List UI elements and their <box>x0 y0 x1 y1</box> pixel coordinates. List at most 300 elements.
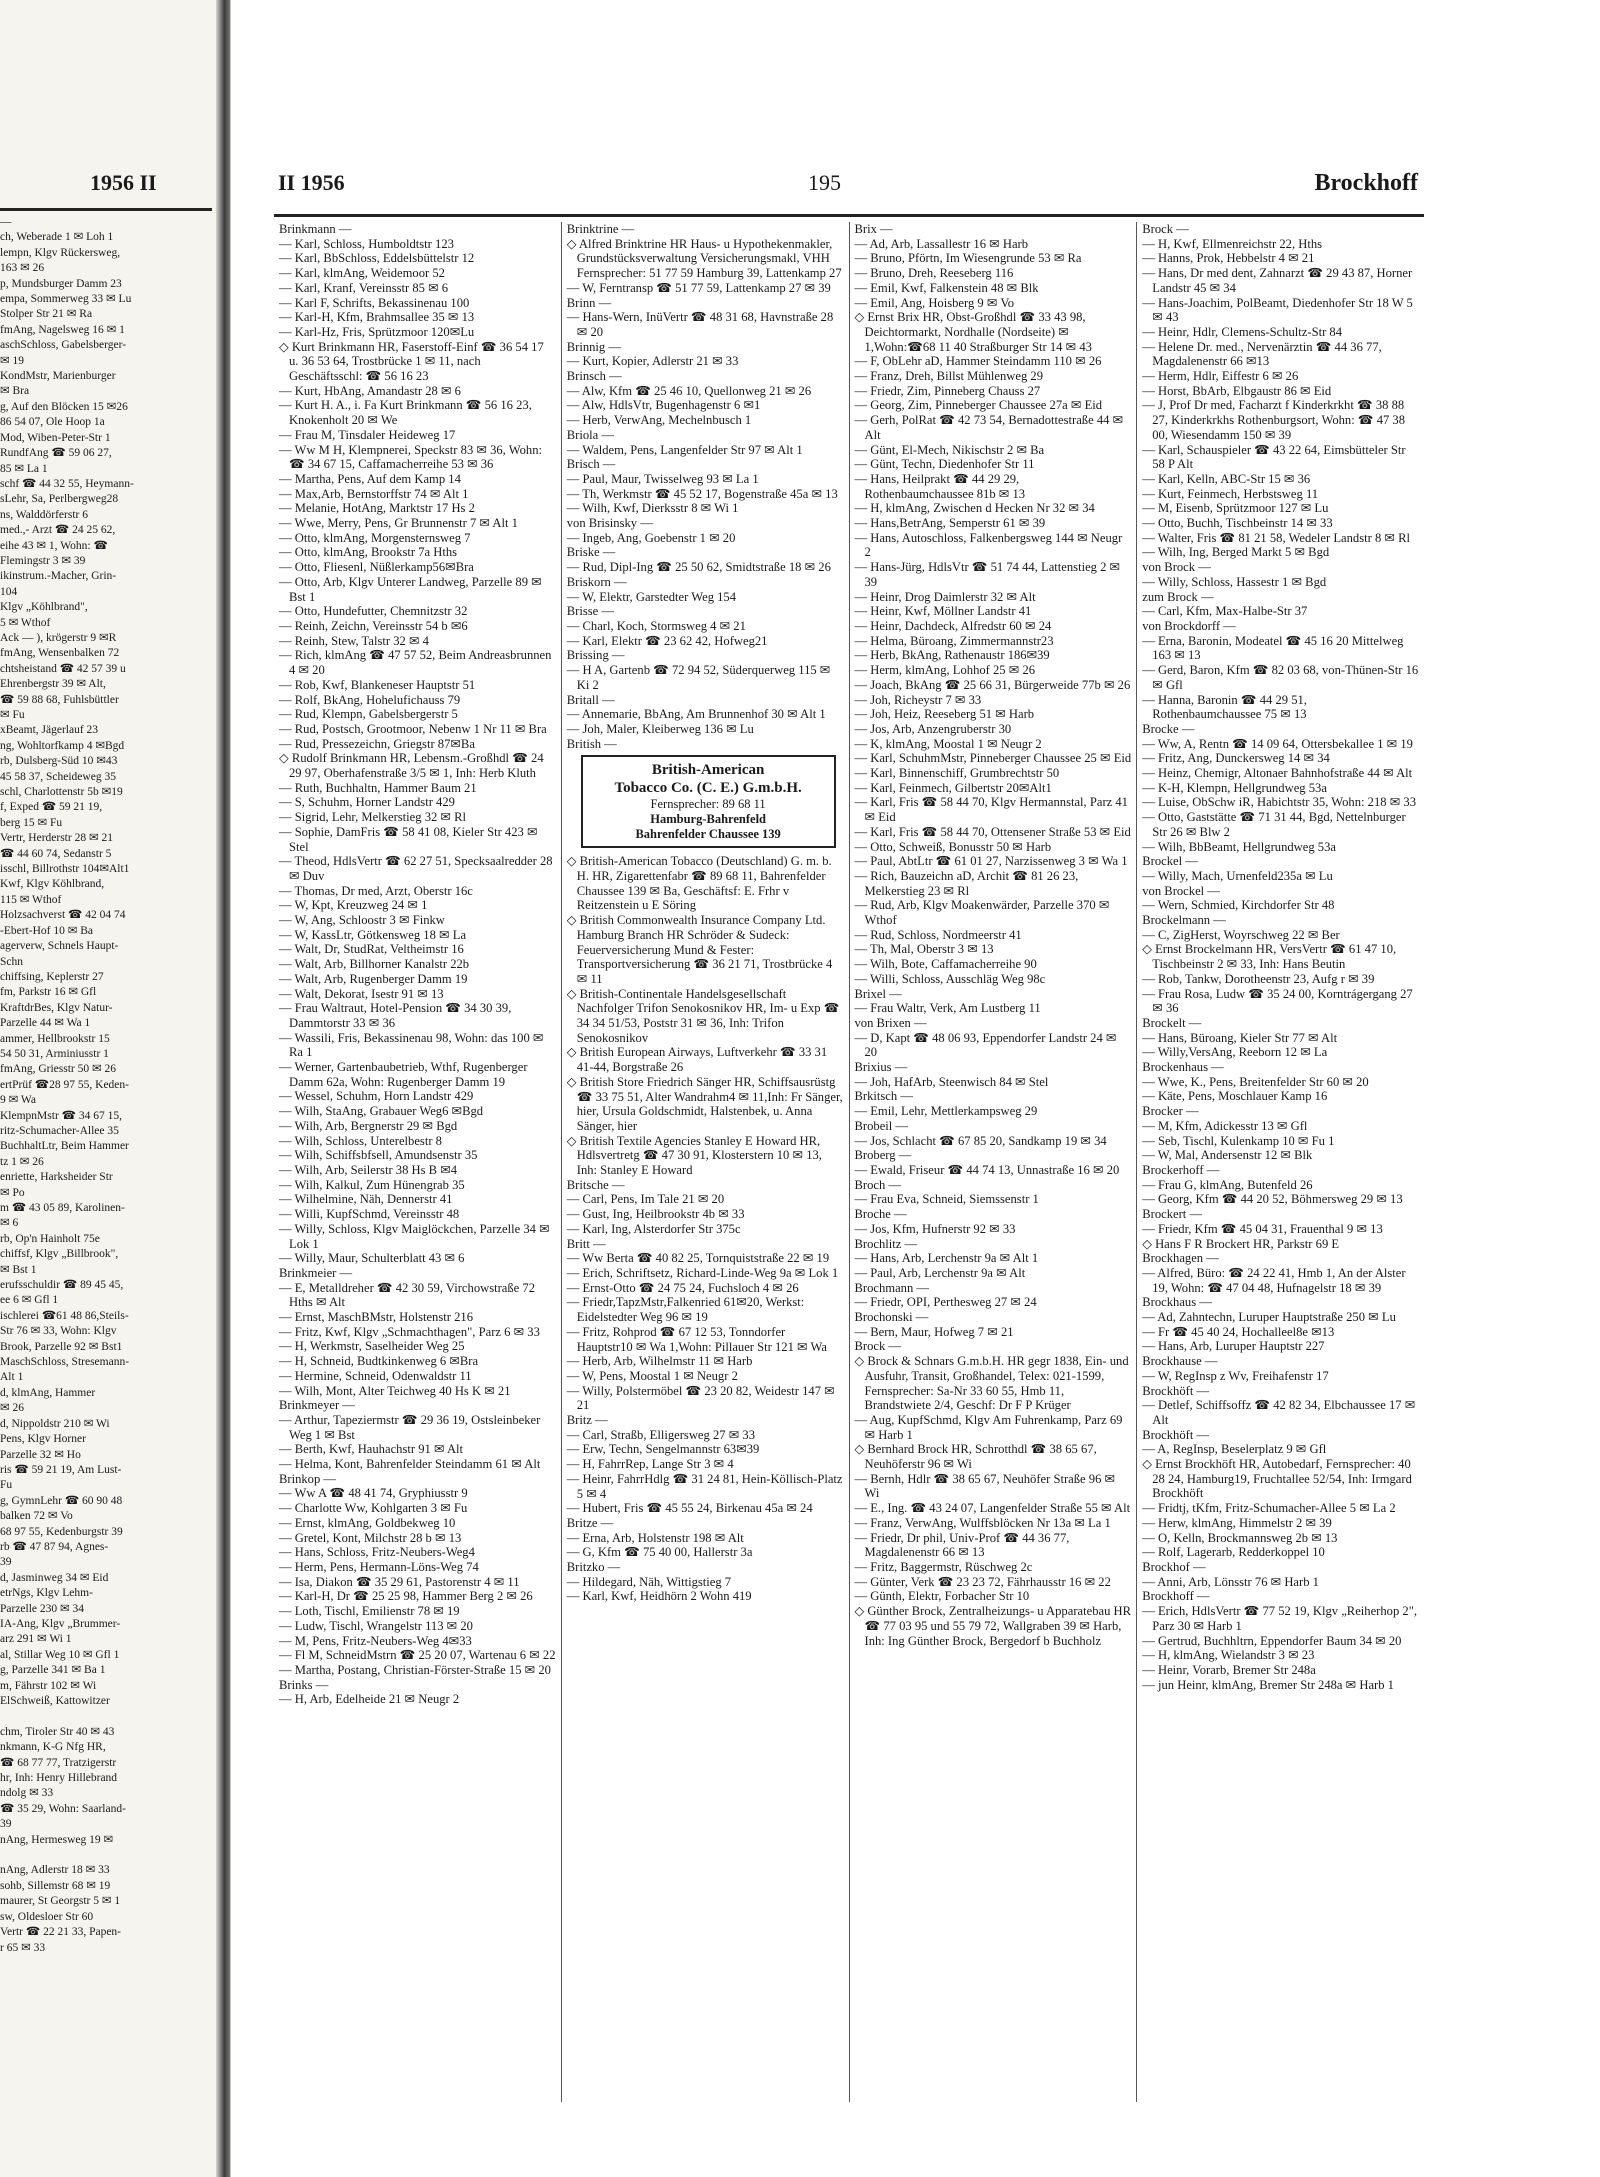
directory-entry: — Ww A ☎ 48 41 74, Gryphiusstr 9 <box>279 1486 468 1501</box>
left-page-line: agerverw, Schnels Haupt- <box>0 940 119 953</box>
surname-heading: Brochlitz — <box>854 1236 918 1251</box>
left-page-line: Schn <box>0 955 23 968</box>
directory-entry: — Hans-Wern, InüVertr ☎ 48 31 68, Havnstraße 28 ✉ 20 <box>566 310 834 339</box>
left-page-line: Fu <box>0 1479 13 1492</box>
directory-entry: — Kurt, Feinmech, Herbstsweg 11 <box>1142 486 1319 501</box>
surname-heading: Brinkop — <box>279 1471 337 1486</box>
directory-entry: — Thomas, Dr med, Arzt, Oberstr 16c <box>279 883 473 898</box>
directory-entry: — Otto, klmAng, Morgensternsweg 7 <box>279 530 471 545</box>
directory-entry: — Georg, Kfm ☎ 44 20 52, Böhmersweg 29 ✉ 13 <box>1142 1192 1403 1207</box>
directory-entry: — Heinr, Drog Daimlerstr 32 ✉ Alt <box>854 589 1036 604</box>
directory-entry: — Martha, Pens, Auf dem Kamp 14 <box>279 471 461 486</box>
surname-heading: Brochonski — <box>854 1310 929 1325</box>
directory-entry: — Wilh, BbBeamt, Hellgrundweg 53a <box>1142 839 1336 854</box>
surname-heading: Brix — <box>854 222 893 236</box>
directory-entry: — Paul, Maur, Twisselweg 93 ✉ La 1 <box>566 471 759 486</box>
directory-entry: — Loth, Tischl, Emilienstr 78 ✉ 19 <box>279 1604 460 1619</box>
left-page-line: r 65 ✉ 33 <box>0 1941 46 1954</box>
directory-entry: — Gerh, PolRat ☎ 42 73 54, Bernadottestraße 44 ✉ Alt <box>854 413 1124 442</box>
directory-entry: — Otto, Schweiß, Bonusstr 50 ✉ Harb <box>854 839 1052 854</box>
surname-heading: Britz — <box>566 1413 608 1428</box>
directory-entry: — Friedr, OPI, Perthesweg 27 ✉ 24 <box>854 1295 1037 1310</box>
left-page-line: 85 ✉ La 1 <box>0 462 48 475</box>
directory-entry: — Wilh, Kwf, Dierksstr 8 ✉ Wi 1 <box>566 501 739 516</box>
directory-entry: — O, Kelln, Brockmannsweg 2b ✉ 13 <box>1142 1530 1338 1545</box>
left-page-line: 5 ✉ Wthof <box>0 616 51 629</box>
surname-heading: zum Brock — <box>1142 589 1214 604</box>
directory-entry: — H, klmAng, Wielandstr 3 ✉ 23 <box>1142 1648 1315 1663</box>
left-page-line: ✉ Bra <box>0 385 30 398</box>
directory-entry: — M, Pens, Fritz-Neubers-Weg 4✉33 <box>279 1633 472 1648</box>
directory-entry: — Herb, Arb, Wilhelmstr 11 ✉ Harb <box>566 1354 753 1369</box>
directory-entry: — Th, Werkmstr ☎ 45 52 17, Bogenstraße 45a ✉ 13 <box>566 486 838 501</box>
directory-entry: — Erw, Techn, Sengelmannstr 63✉39 <box>566 1442 760 1457</box>
directory-entry: — Martha, Postang, Christian-Förster-Straße 15 ✉ 20 <box>279 1662 551 1677</box>
surname-heading: Brinkmann — <box>279 222 352 236</box>
left-page-line: empa, Sommerweg 33 ✉ Lu <box>0 293 132 306</box>
directory-entry-featured: ◇ British Commonwealth Insurance Company Ltd. Hamburg Branch HR Schröder & Sudeck: Feuerversicherung Mund & Fester: Transportversicherung ☎ 36 21 71, Trostbrücke 4 ✉ 11 <box>566 913 833 986</box>
directory-entry: — Wessel, Schuhm, Horn Landstr 429 <box>279 1089 474 1104</box>
directory-entry: — Rud, Pressezeichn, Griegstr 87✉Ba <box>279 736 475 751</box>
left-page-line: Ack — ), krögerstr 9 ✉R <box>0 631 117 644</box>
ad-address: Bahrenfelder Chaussee 139 <box>635 827 781 842</box>
left-page-line: BuchhaltLtr, Beim Hammer <box>0 1140 129 1153</box>
directory-entry: — Ernst, klmAng, Goldbekweg 10 <box>279 1515 456 1530</box>
ad-phone: Fernsprecher: 89 68 11 <box>650 797 766 812</box>
directory-entry: — Heinr, FahrrHdlg ☎ 31 24 81, Hein-Köllisch-Platz 5 ✉ 4 <box>566 1471 843 1501</box>
surname-heading: Brobeil — <box>854 1118 909 1133</box>
directory-entry: — Willi, Schloss, Ausschläg Weg 98c <box>854 971 1046 986</box>
directory-entry: — Erich, Schriftsetz, Richard-Linde-Weg 9a ✉ Lok 1 <box>566 1266 839 1280</box>
left-page-line: 163 ✉ 26 <box>0 262 45 275</box>
left-page-line: ☎ 68 77 77, Tratzigerstr <box>0 1756 117 1769</box>
directory-entry: — Hermine, Schneid, Odenwaldstr 11 <box>279 1368 472 1383</box>
directory-entry-featured: ◇ Brock & Schnars G.m.b.H. HR gegr 1838, Ein- und Ausfuhr, Transit, Großhandel, Telex: 021-1599, Fernsprecher: Sa-Nr 33 60 55, Hmb 11, Brandstwiete 2/4, Geschf: Dr F P Krüger <box>854 1354 1129 1413</box>
left-page-line: hr, Inh: Henry Hillebrand <box>0 1772 118 1785</box>
directory-column-3 <box>850 222 1138 2102</box>
left-page-line: rb ☎ 47 87 94, Agnes- <box>0 1540 109 1553</box>
left-page-line: ✉ Po <box>0 1186 25 1199</box>
left-page-line: ✉ Fu <box>0 709 25 721</box>
directory-entry: — H, Kwf, Ellmenreichstr 22, Hths <box>1142 236 1323 251</box>
directory-entry: — H, Arb, Edelheide 21 ✉ Neugr 2 <box>279 1692 460 1707</box>
directory-entry: — Otto, Fliesenl, Nüßlerkamp56✉Bra <box>279 560 474 575</box>
left-page-line: d, Nippoldstr 210 ✉ Wi <box>0 1417 110 1430</box>
directory-entry: — Rich, Bauzeichn aD, Archit ☎ 81 26 23, Melkerstieg 23 ✉ Rl <box>854 868 1079 898</box>
left-page-line: sLehr, Sa, Perlbergweg28 <box>0 493 119 506</box>
directory-entry: — Wern, Schmied, Kirchdorfer Str 48 <box>1142 898 1335 913</box>
directory-entry: — Isa, Diakon ☎ 35 29 61, Pastorenstr 4 ✉ 11 <box>279 1574 520 1589</box>
surname-heading: Briskorn — <box>566 574 627 589</box>
directory-entry: — Willy, Mach, Urnenfeld235a ✉ Lu <box>1142 868 1333 883</box>
directory-entry: — Karl, Schauspieler ☎ 43 22 64, Eimsbütteler Str 58 P Alt <box>1142 442 1406 472</box>
directory-entry: — Fritz, Ang, Dunckersweg 14 ✉ 34 <box>1142 751 1330 766</box>
directory-entry: — D, Kapt ☎ 48 06 93, Eppendorfer Landstr 24 ✉ 20 <box>854 1030 1117 1060</box>
directory-entry: — Karl-H, Dr ☎ 25 25 98, Hammer Berg 2 ✉ 26 <box>279 1589 533 1604</box>
directory-entry: — Franz, VerwAng, Wulffsblöcken Nr 13a ✉ La 1 <box>854 1515 1111 1530</box>
directory-entry: — Wilh, Schiffsbfsell, Amundsenstr 35 <box>279 1148 478 1163</box>
surname-heading: Broche — <box>854 1207 907 1222</box>
directory-entry: — Rolf, BkAng, Hohelufichauss 79 <box>279 692 461 707</box>
directory-entry: — Detlef, Schiffsoffz ☎ 42 82 34, Elbchaussee 17 ✉ Alt <box>1142 1398 1416 1427</box>
directory-entry: — Rud, Schloss, Nordmeerstr 41 <box>854 927 1022 942</box>
directory-entry: — Wilh, Ing, Berged Markt 5 ✉ Bgd <box>1142 545 1330 560</box>
directory-entry: — Paul, Arb, Lerchenstr 9a ✉ Alt <box>854 1265 1026 1280</box>
directory-entry: — Rud, Klempn, Gabelsbergerstr 5 <box>279 707 458 722</box>
directory-entry: — Th, Mal, Oberstr 3 ✉ 13 <box>854 942 994 957</box>
directory-entry-featured: ◇ Bernhard Brock HR, Schrotthdl ☎ 38 65 67, Neuhöferstr 96 ✉ Wi <box>854 1442 1097 1472</box>
surname-heading: Brockelt — <box>1142 1015 1202 1030</box>
surname-heading: Brinks — <box>279 1677 329 1692</box>
directory-entry: — J, Prof Dr med, Facharzt f Kinderkrkht ☎ 38 88 27, Kinderkrkhs Rothenburgsort, Wohn: ☎ 47 38 00, Wiesendamm 150 ✉ 39 <box>1142 398 1406 442</box>
left-page-line: Vertr ☎ 22 21 33, Papen- <box>0 1926 121 1939</box>
surname-heading: Brinnig — <box>566 339 621 354</box>
left-page-line: chiffsf, Klgv „Billbrook", <box>0 1248 119 1261</box>
left-page-line: chiffsing, Keplerstr 27 <box>0 970 104 983</box>
directory-column-1 <box>274 222 562 2102</box>
directory-entry: — Ernst-Otto ☎ 24 75 24, Fuchsloch 4 ✉ 26 <box>566 1280 799 1295</box>
left-page-line: d, klmAng, Hammer <box>0 1386 96 1399</box>
directory-entry: — Hans, Schloss, Fritz-Neubers-Weg4 <box>279 1545 475 1560</box>
left-page-line: 86 54 07, Ole Hoop 1a <box>0 416 105 429</box>
directory-entry: — W, KassLtr, Götkensweg 18 ✉ La <box>279 927 467 942</box>
directory-entry: — Arthur, Tapeziermstr ☎ 29 36 19, Ostsleinbeker Weg 1 ✉ Bst <box>279 1412 541 1442</box>
left-page-line: 54 50 31, Arminiusstr 1 <box>0 1047 109 1060</box>
directory-entry: — A, RegInsp, Beselerplatz 9 ✉ Gfl <box>1142 1442 1327 1457</box>
directory-entry: — Hubert, Fris ☎ 45 55 24, Birkenau 45a ✉ 24 <box>566 1501 813 1516</box>
directory-entry-featured: ◇ Ernst Brockelmann HR, VersVertr ☎ 61 47 10, Tischbeinstr 2 ✉ 33, Inh: Hans Beutin <box>1142 942 1397 972</box>
left-page-line: 104 <box>0 585 18 598</box>
left-page-line: ☎ 59 88 68, Fuhlsbüttler <box>0 693 119 706</box>
surname-heading: Broch — <box>854 1177 902 1192</box>
left-page-line: xBeamt, Jägerlauf 23 <box>0 724 99 737</box>
directory-entry: — Joh, Heiz, Reeseberg 51 ✉ Harb <box>854 707 1035 722</box>
directory-entry: — Gust, Ing, Heilbrookstr 4b ✉ 33 <box>566 1207 745 1222</box>
left-page-line: isschl, Billrothstr 104✉Alt1 <box>0 863 130 876</box>
directory-entry: — Carl, Kfm, Max-Halbe-Str 37 <box>1142 604 1308 619</box>
directory-entry: — Hans, Arb, Luruper Hauptstr 227 <box>1142 1339 1325 1354</box>
directory-entry: — Walt, Arb, Billhorner Kanalstr 22b <box>279 957 470 972</box>
directory-entry: — Gretel, Kont, Milchstr 28 b ✉ 13 <box>279 1530 462 1545</box>
left-page-line: g, GymnLehr ☎ 60 90 48 <box>0 1494 123 1507</box>
left-page-line: ndolg ✉ 33 <box>0 1787 54 1800</box>
directory-entry: — Günth, Elektr, Forbacher Str 10 <box>854 1589 1030 1604</box>
left-page-line: m ☎ 43 05 89, Karolinen- <box>0 1202 125 1214</box>
left-page-line: Parzelle 32 ✉ Ho <box>0 1448 81 1461</box>
directory-entry-featured: ◇ Rudolf Brinkmann HR, Lebensm.-Großhdl ☎ 24 29 97, Oberhafenstraße 3/5 ✉ 1, Inh: Herb Kluth <box>279 751 544 781</box>
left-page-line: -Ebert-Hof 10 ✉ Ba <box>0 924 93 937</box>
directory-entry: — Karl-Hz, Fris, Sprützmoor 120✉Lu <box>279 324 475 339</box>
directory-entry: — Erna, Baronin, Modeatel ☎ 45 16 20 Mittelweg 163 ✉ 13 <box>1142 633 1404 663</box>
directory-entry: — Heinr, Dachdeck, Alfredstr 60 ✉ 24 <box>854 618 1052 633</box>
left-page-line: med.,- Arzt ☎ 24 25 62, <box>0 524 116 537</box>
directory-entry: — W, Pens, Moostal 1 ✉ Neugr 2 <box>566 1368 738 1383</box>
left-page-line: Ehrenbergstr 39 ✉ Alt, <box>0 678 106 691</box>
directory-entry: — Joh, HafArb, Steenwisch 84 ✉ Stel <box>854 1074 1049 1089</box>
directory-entry: — Karl, klmAng, Weidemoor 52 <box>279 266 445 281</box>
directory-entry: — H, Werkmstr, Saselheider Weg 25 <box>279 1339 465 1354</box>
directory-entry: — Karl, Fris ☎ 58 44 70, Klgv Hermannstal, Parz 41 ✉ Eid <box>854 795 1128 825</box>
directory-entry: — Willy, Schloss, Klgv Maiglöckchen, Parzelle 34 ✉ Lok 1 <box>279 1221 550 1251</box>
directory-entry: — Otto, Gaststätte ☎ 71 31 44, Bgd, Nettelnburger Str 26 ✉ Blw 2 <box>1142 810 1406 839</box>
directory-entry: — Ad, Arb, Lassallestr 16 ✉ Harb <box>854 236 1029 251</box>
directory-entry: — Carl, Pens, Im Tale 21 ✉ 20 <box>566 1192 725 1207</box>
directory-entry: — Ww, A, Rentn ☎ 14 09 64, Ottersbekallee 1 ✉ 19 <box>1142 736 1413 751</box>
directory-entry: — Hanns, Prok, Hebbelstr 4 ✉ 21 <box>1142 251 1315 266</box>
surname-heading: Brinkmeier — <box>279 1265 353 1280</box>
directory-entry: — Frau Waltr, Verk, Am Lustberg 11 <box>854 1001 1041 1016</box>
directory-entry-featured: ◇ Günther Brock, Zentralheizungs- u Apparatebau HR ☎ 77 03 95 und 55 79 72, Wallgraben 39 ✉ Harb, Inh: Ing Günther Brock, Bergedorf b Buchholz <box>854 1604 1132 1648</box>
left-page-line: ✉ 6 <box>0 1217 19 1230</box>
left-page-line: tz 1 ✉ 26 <box>0 1155 44 1168</box>
surname-heading: Brisse — <box>566 604 614 619</box>
surname-heading: Brocker — <box>1142 1104 1199 1119</box>
directory-entry: — Joach, BkAng ☎ 25 66 31, Bürgerweide 77b ✉ 26 <box>854 677 1131 692</box>
left-page-line: etrNgs, Klgv Lehm- <box>0 1587 93 1600</box>
directory-entry: — Herm, Pens, Hermann-Löns-Weg 74 <box>279 1559 479 1574</box>
left-page-line: Kwf, Klgv Köhlbrand, <box>0 878 105 891</box>
left-page-line: 68 97 55, Kedenburgstr 39 <box>0 1525 123 1538</box>
directory-entry: — Reinh, Zeichn, Vereinsstr 54 b ✉6 <box>279 618 468 633</box>
directory-entry: — Friedr, Kfm ☎ 45 04 31, Frauenthal 9 ✉ 13 <box>1142 1221 1383 1236</box>
left-page-line: fmAng, Wensenbalken 72 <box>0 647 120 660</box>
directory-entry: — W, Elektr, Garstedter Weg 154 <box>566 589 737 604</box>
directory-entry: — Ad, Zahntechn, Luruper Hauptstraße 250 ✉ Lu <box>1142 1310 1396 1325</box>
directory-entry-featured: ◇ Alfred Brinktrine HR Haus- u Hypothekenmakler, Grundstücksverwaltung Versicherungsmakl, VHH Fernsprecher: 51 77 59 Hamburg 39, Lattenkamp 27 <box>566 236 842 281</box>
left-page-line: ammer, Hellbrookstr 15 <box>0 1032 110 1045</box>
directory-entry: — Charlotte Ww, Kohlgarten 3 ✉ Fu <box>279 1501 468 1516</box>
directory-entry: — Karl, Kelln, ABC-Str 15 ✉ 36 <box>1142 471 1311 486</box>
directory-entry: — Willy, Schloss, Hassestr 1 ✉ Bgd <box>1142 574 1327 589</box>
directory-entry: — Sigrid, Lehr, Melkerstieg 32 ✉ Rl <box>279 810 467 825</box>
left-page-lines <box>0 215 205 1956</box>
directory-entry: — Karl, BbSchloss, Eddelsbüttelstr 12 <box>279 251 475 266</box>
directory-entry: — Fritz, Kwf, Klgv „Schmachthagen", Parz 6 ✉ 33 <box>279 1324 540 1339</box>
directory-entry: — Ingeb, Ang, Goebenstr 1 ✉ 20 <box>566 530 736 545</box>
left-page-line: RundfAng ☎ 59 06 27, <box>0 447 112 460</box>
directory-entry: — Bernh, Hdlr ☎ 38 65 67, Neuhöfer Straße 96 ✉ Wi <box>854 1471 1116 1501</box>
left-page-line: p, Mundsburger Damm 23 <box>0 277 122 290</box>
directory-entry: — Rud, Arb, Klgv Moakenwärder, Parzelle 370 ✉ Wthof <box>854 898 1110 928</box>
directory-entry: — Heinz, Chemigr, Altonaer Bahnhofstraße 44 ✉ Alt <box>1142 766 1413 781</box>
surname-heading: Briske — <box>566 545 616 560</box>
directory-entry: — Karl, Kwf, Heidhörn 2 Wohn 419 <box>566 1589 752 1604</box>
page-volume: II 1956 <box>278 170 345 195</box>
left-page-line: balken 72 ✉ Vo <box>0 1510 73 1523</box>
left-page-line: chtsheistand ☎ 42 57 39 u <box>0 662 126 675</box>
surname-heading: Brinktrine — <box>566 222 635 236</box>
directory-entry: — K-H, Klempn, Hellgrundweg 53a <box>1142 780 1327 795</box>
directory-entry: — Helene Dr. med., Nervenärztin ☎ 44 36 77, Magdalenenstr 66 ✉13 <box>1142 339 1382 369</box>
directory-entry-featured: ◇ British Textile Agencies Stanley E Howard HR, Hdlsvertretg ☎ 47 30 91, Klosterstern 10 ✉ 13, Inh: Stanley E Howard <box>566 1133 822 1178</box>
directory-entry: — Rich, klmAng ☎ 47 57 52, Beim Andreasbrunnen 4 ✉ 20 <box>279 648 552 678</box>
left-page-line: KondMstr, Marienburger <box>0 370 116 383</box>
directory-entry: — Käte, Pens, Moschlauer Kamp 16 <box>1142 1089 1328 1104</box>
left-page-line: 9 ✉ Wa <box>0 1094 36 1107</box>
directory-entry: — Georg, Zim, Pinneberger Chaussee 27a ✉ Eid <box>854 398 1103 413</box>
directory-entry: — Herm, Hdlr, Eiffestr 6 ✉ 26 <box>1142 369 1299 384</box>
left-page-line: KlempnMstr ☎ 34 67 15, <box>0 1109 122 1122</box>
surname-heading: Brockhof — <box>1142 1559 1206 1574</box>
left-page-line: MaschSchloss, Stresemann- <box>0 1356 130 1369</box>
left-page-line: IA-Ang, Klgv „Brummer- <box>0 1617 121 1630</box>
directory-entry-featured: ◇ British Store Friedrich Sänger HR, Schiffsausrüstg ☎ 33 75 51, Alter Wandrahm4 ✉ 11,Inh: Fr Sänger, hier, Ursula Goldschmidt, Halstenbek, u. Anna Sänger, hier <box>566 1074 843 1133</box>
surname-heading: Brochmann — <box>854 1280 929 1295</box>
surname-heading: Brinn — <box>566 295 612 310</box>
directory-entry: — Ludw, Tischl, Wrangelstr 113 ✉ 20 <box>279 1618 473 1633</box>
surname-heading: Brocke — <box>1142 721 1195 736</box>
directory-entry: — Karl, Feinmech, Gilbertstr 20✉Alt1 <box>854 780 1052 795</box>
section-name: Brockhoff <box>1314 170 1418 196</box>
directory-entry: — Emil, Kwf, Falkenstein 48 ✉ Blk <box>854 280 1039 295</box>
directory-entry: — Gerd, Baron, Kfm ☎ 82 03 68, von-Thünen-Str 16 ✉ Gfl <box>1142 663 1419 692</box>
directory-entry: — Otto, Buchh, Tischbeinstr 14 ✉ 33 <box>1142 516 1333 531</box>
left-page-line: f, Exped ☎ 59 21 19, <box>0 801 103 814</box>
surname-heading: Brockhöft — <box>1142 1383 1210 1398</box>
directory-entry: — Rob, Kwf, Blankeneser Hauptstr 51 <box>279 677 476 692</box>
left-page-line: g, Auf den Blöcken 15 ✉26 <box>0 400 128 413</box>
directory-entry: — Waldem, Pens, Langenfelder Str 97 ✉ Alt 1 <box>566 442 803 457</box>
left-page-line: ✉ Bst 1 <box>0 1263 37 1276</box>
left-page-line: ris ☎ 59 21 19, Am Lust- <box>0 1463 122 1476</box>
directory-entry: — Hanna, Baronin ☎ 44 29 51, Rothenbaumchaussee 75 ✉ 13 <box>1142 692 1307 722</box>
directory-entry: — Emil, Ang, Hoisberg 9 ✉ Vo <box>854 295 1015 310</box>
directory-entry: — Alw, HdlsVtr, Bugenhagenstr 6 ✉1 <box>566 398 761 413</box>
page-header <box>258 170 1418 210</box>
surname-heading: Brockerhoff — <box>1142 1163 1220 1177</box>
surname-heading: Brinkmeyer — <box>279 1398 355 1413</box>
surname-heading: Brockert — <box>1142 1207 1203 1222</box>
directory-entry: — Karl, Elektr ☎ 23 62 42, Hofweg21 <box>566 633 768 648</box>
directory-entry: — Helma, Büroang, Zimmermannstr23 <box>854 633 1054 648</box>
directory-entry: — G, Kfm ☎ 75 40 00, Hallerstr 3a <box>566 1545 753 1560</box>
directory-entry: — Karl F, Schrifts, Bekassinenau 100 <box>279 295 470 310</box>
surname-heading: Brock — <box>1142 222 1189 236</box>
left-page-line: 39 <box>0 1556 12 1569</box>
directory-entry: — Jos, Kfm, Hufnerstr 92 ✉ 33 <box>854 1221 1016 1236</box>
directory-entry: — Wilh, Arb, Seilerstr 38 Hs B ✉4 <box>279 1163 458 1177</box>
directory-entry: — Karl, Fris ☎ 58 44 70, Ottensener Straße 53 ✉ Eid <box>854 824 1131 839</box>
directory-entry: — Hans, Dr med dent, Zahnarzt ☎ 29 43 87, Horner Landstr 45 ✉ 34 <box>1142 266 1413 295</box>
directory-entry: — Jos, Schlacht ☎ 67 85 20, Sandkamp 19 ✉ 34 <box>854 1133 1107 1148</box>
directory-entry: — Karl, SchuhmMstr, Pinneberger Chaussee 25 ✉ Eid <box>854 751 1132 766</box>
directory-page <box>258 0 1600 2177</box>
directory-entry-featured: ◇ Ernst Brockhöft HR, Autobedarf, Fernsprecher: 40 28 24, Hamburg19, Fruchtallee 52/54, Inh: Irmgard Brockhöft <box>1142 1457 1412 1501</box>
directory-entry: — Karl-H, Kfm, Brahmsallee 35 ✉ 13 <box>279 310 475 325</box>
directory-entry: — S, Schuhm, Horner Landstr 429 <box>279 795 455 810</box>
directory-entry: — Sophie, DamFris ☎ 58 41 08, Kieler Str 423 ✉ Stel <box>279 824 538 854</box>
directory-entry: — Luise, ObSchw iR, Habichtstr 35, Wohn: 218 ✉ 33 <box>1142 795 1417 810</box>
left-page-line: erufsschuldir ☎ 89 45 45, <box>0 1279 124 1292</box>
directory-entry: — M, Eisenb, Sprützmoor 127 ✉ Lu <box>1142 501 1329 516</box>
surname-heading: Brinsch — <box>566 369 622 384</box>
surname-heading: Britsche — <box>566 1177 625 1192</box>
directory-entry: — Willy, Maur, Schulterblatt 43 ✉ 6 <box>279 1251 465 1266</box>
left-page-line: ElSchweiß, Kattowitzer <box>0 1695 110 1707</box>
directory-entry: — Ruth, Buchhaltn, Hammer Baum 21 <box>279 780 477 795</box>
directory-entry: — Hans-Joachim, PolBeamt, Diedenhofer Str 18 W 5 ✉ 43 <box>1142 295 1413 325</box>
directory-entry: — Rud, Dipl-Ing ☎ 25 50 62, Smidtstraße 18 ✉ 26 <box>566 560 831 575</box>
directory-entry: — Reinh, Stew, Talstr 32 ✉ 4 <box>279 633 429 648</box>
surname-heading: von Brockel — <box>1142 883 1220 898</box>
directory-entry: — Wassili, Fris, Bekassinenau 98, Wohn: das 100 ✉ Ra 1 <box>279 1030 544 1060</box>
directory-entry: — Max,Arb, Bernstorffstr 74 ✉ Alt 1 <box>279 486 469 501</box>
directory-entry: — Kurt, HbAng, Amandastr 28 ✉ 6 <box>279 383 461 398</box>
directory-entry: — Willi, KupfSchmd, Vereinsstr 48 <box>279 1207 460 1222</box>
surname-heading: Britall — <box>566 692 615 707</box>
directory-entry: — W, Ferntransp ☎ 51 77 59, Lattenkamp 27 ✉ 39 <box>566 280 831 295</box>
directory-entry: — Walt, Dekorat, Isestr 91 ✉ 13 <box>279 986 444 1001</box>
surname-heading: Brockhagen — <box>1142 1251 1219 1266</box>
directory-entry: — Hans, Autoschloss, Falkenbergsweg 144 ✉ Neugr 2 <box>854 530 1123 560</box>
directory-entry: — Hans, Arb, Lerchenstr 9a ✉ Alt 1 <box>854 1251 1039 1266</box>
directory-entry: — Alfred, Büro: ☎ 24 22 41, Hmb 1, An der Alster 19, Wohn: ☎ 47 04 48, Hufnagelstr 18 ✉ 39 <box>1142 1265 1406 1295</box>
left-page-line: Holzsachverst ☎ 42 04 74 <box>0 909 126 922</box>
left-page-line: al, Stillar Weg 10 ✉ Gfl 1 <box>0 1648 120 1661</box>
directory-entry: — Karl, Schloss, Humboldtstr 123 <box>279 236 454 251</box>
directory-entry: — Wwe, K., Pens, Breitenfelder Str 60 ✉ 20 <box>1142 1074 1369 1089</box>
directory-entry: — Walt, Arb, Rugenberger Damm 19 <box>279 971 468 986</box>
directory-entry: — Hans, Büroang, Kieler Str 77 ✉ Alt <box>1142 1030 1338 1045</box>
left-page-line: ng, Wohltorfkamp 4 ✉Bgd <box>0 739 125 752</box>
directory-entry: — Frau Rosa, Ludw ☎ 35 24 00, Korntrágergang 27 ✉ 36 <box>1142 986 1413 1016</box>
surname-heading: Brissing — <box>566 648 625 663</box>
advertisement-box <box>581 755 836 848</box>
left-page-line: nAng, Adlerstr 18 ✉ 33 <box>0 1864 110 1877</box>
left-page-line: ertPrüf ☎28 97 55, Keden- <box>0 1078 129 1091</box>
directory-entry-featured: ◇ Ernst Brix HR, Obst-Großhdl ☎ 33 43 98, Deichtormarkt, Nordhalle (Nordseite) ✉ 1,Wohn:☎68 11 40 Straßburger Str 14 ✉ 43 <box>854 310 1092 354</box>
surname-heading: Brockhaus — <box>1142 1295 1212 1310</box>
surname-heading: Brisch — <box>566 457 616 472</box>
surname-heading: Brockenhaus — <box>1142 1060 1224 1075</box>
ad-address: Hamburg-Bahrenfeld <box>650 812 766 827</box>
directory-entry: — H, klmAng, Zwischen d Hecken Nr 32 ✉ 34 <box>854 501 1095 516</box>
left-page-line: nkmann, K-G Nfg HR, <box>0 1741 106 1754</box>
directory-entry: — Hans, Heilprakt ☎ 44 29 29, Rothenbaumchaussee 81b ✉ 13 <box>854 471 1026 501</box>
directory-entry: — Otto, klmAng, Brookstr 7a Hths <box>279 545 458 560</box>
directory-entry: — Kurt H. A., i. Fa Kurt Brinkmann ☎ 56 16 23, Knokenholt 20 ✉ We <box>279 398 532 428</box>
directory-entry: — Rob, Tankw, Dorotheenstr 23, Aufg r ✉ 39 <box>1142 971 1375 986</box>
left-page-rule <box>0 208 212 211</box>
left-page-line: ritz-Schumacher-Allee 35 <box>0 1124 119 1137</box>
directory-entry: — Karl, Ing, Alsterdorfer Str 375c <box>566 1221 741 1236</box>
directory-entry: — E., Ing. ☎ 43 24 07, Langenfelder Straße 55 ✉ Alt <box>854 1501 1131 1516</box>
directory-entry: — Wilh, Bote, Caffamacherreihe 90 <box>854 957 1037 972</box>
left-page-line <box>0 1709 205 1724</box>
left-page-line: 39 <box>0 1818 12 1831</box>
directory-entry: — Paul, AbtLtr ☎ 61 01 27, Narzissenweg 3 ✉ Wa 1 <box>854 854 1128 869</box>
directory-entry: — jun Heinr, klmAng, Bremer Str 248a ✉ Harb 1 <box>1142 1677 1394 1692</box>
directory-entry: — Annemarie, BbAng, Am Brunnenhof 30 ✉ Alt 1 <box>566 707 826 722</box>
left-page-line: sohb, Sillemstr 68 ✉ 19 <box>0 1879 111 1892</box>
directory-entry: — Karl, Kranf, Vereinsstr 85 ✉ 6 <box>279 280 449 295</box>
directory-columns <box>274 222 1424 2102</box>
directory-entry: — Carl, Straßb, Elligersweg 27 ✉ 33 <box>566 1427 755 1442</box>
directory-entry: — Hans-Jürg, HdlsVtr ☎ 51 74 44, Lattenstieg 2 ✉ 39 <box>854 560 1121 589</box>
directory-entry: — Otto, Arb, Klgv Unterer Landweg, Parzelle 89 ✉ Bst 1 <box>279 574 542 604</box>
left-page-line: aschSchloss, Gabelsberger- <box>0 339 127 352</box>
left-page-line: Stolper Str 21 ✉ Ra <box>0 308 93 321</box>
directory-entry: — Aug, KupfSchmd, Klgv Am Fuhrenkamp, Parz 69 ✉ Harb 1 <box>854 1412 1123 1442</box>
directory-entry: — Ernst, MaschBMstr, Holstenstr 216 <box>279 1310 473 1325</box>
directory-entry: — H A, Gartenb ☎ 72 94 52, Süderquerweg 115 ✉ Ki 2 <box>566 663 831 692</box>
left-page-line: ikinstrum.-Macher, Grin- <box>0 570 117 583</box>
left-page-line: fm, Parkstr 16 ✉ Gfl <box>0 986 97 999</box>
left-page-line: rb, Op'n Hainholt 75e <box>0 1232 100 1245</box>
directory-entry: — Wilh, Mont, Alter Teichweg 40 Hs K ✉ 21 <box>279 1383 511 1398</box>
directory-entry: — Ww M H, Klempnerei, Speckstr 83 ✉ 36, Wohn: ☎ 34 67 15, Caffamacherreihe 53 ✉ 36 <box>279 442 543 472</box>
directory-entry: — Bern, Maur, Hofweg 7 ✉ 21 <box>854 1324 1014 1339</box>
